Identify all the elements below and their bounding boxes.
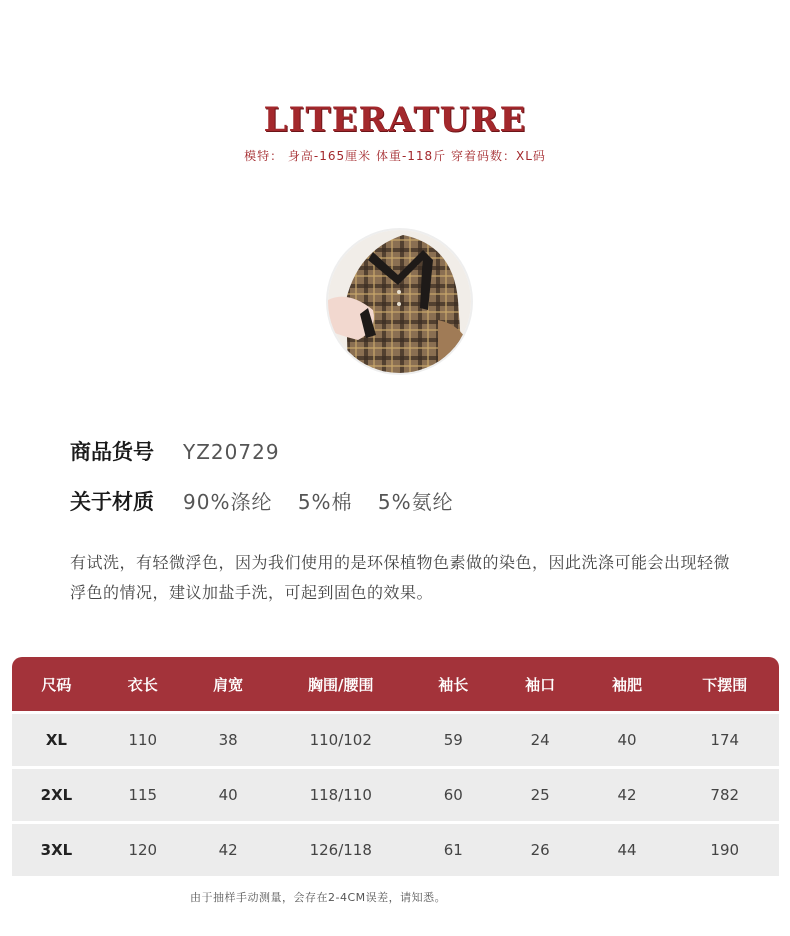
table-cell: 26 bbox=[530, 841, 550, 859]
table-cell: 59 bbox=[443, 731, 463, 749]
material-item: 90%涤纶 bbox=[183, 490, 273, 514]
wash-description: 有试洗，有轻微浮色，因为我们使用的是环保植物色素做的染色，因此洗涤可能会出现轻微浮色的情况，建议加盐手洗，可起到固色的效果。 bbox=[70, 553, 731, 602]
table-header-row bbox=[12, 657, 779, 711]
sku-label: 商品货号 bbox=[70, 440, 154, 464]
table-cell: 24 bbox=[530, 731, 550, 749]
model-info: 模特： 身高-165厘米 体重-118斤 穿着码数：XL码 bbox=[244, 149, 546, 163]
table-cell: 3XL bbox=[40, 841, 73, 859]
sku-row bbox=[70, 436, 280, 466]
table-cell: 60 bbox=[443, 786, 463, 804]
material-row bbox=[70, 486, 472, 516]
material-label: 关于材质 bbox=[70, 490, 154, 514]
table-cell: 40 bbox=[617, 731, 637, 749]
table-cell: 126/118 bbox=[309, 841, 372, 859]
sku-value: YZ20729 bbox=[183, 440, 280, 464]
header-cell: 衣长 bbox=[127, 675, 158, 694]
table-cell: 782 bbox=[710, 786, 740, 804]
header-cell: 下摆围 bbox=[702, 675, 748, 694]
header-cell: 胸围/腰围 bbox=[307, 675, 374, 694]
material-item: 5%棉 bbox=[297, 490, 353, 514]
header-cell: 袖口 bbox=[525, 675, 556, 694]
table-row bbox=[12, 714, 779, 766]
table-cell: 42 bbox=[218, 841, 238, 859]
table-cell: 38 bbox=[218, 731, 238, 749]
table-cell: 42 bbox=[617, 786, 637, 804]
table-cell: 120 bbox=[128, 841, 158, 859]
table-cell: 174 bbox=[710, 731, 740, 749]
material-item: 5%氨纶 bbox=[377, 490, 454, 514]
table-cell: 61 bbox=[443, 841, 463, 859]
table-row bbox=[12, 769, 779, 821]
table-cell: 118/110 bbox=[309, 786, 372, 804]
table-cell: 40 bbox=[218, 786, 238, 804]
table-cell: XL bbox=[45, 731, 67, 749]
table-cell: 110 bbox=[128, 731, 158, 749]
header-cell: 肩宽 bbox=[213, 675, 244, 694]
table-cell: 190 bbox=[710, 841, 740, 859]
brand-title: LITERATURE bbox=[263, 100, 527, 140]
table-cell: 44 bbox=[617, 841, 637, 859]
product-photo bbox=[328, 230, 471, 373]
header-cell: 袖肥 bbox=[612, 675, 643, 694]
table-cell: 25 bbox=[530, 786, 550, 804]
table-cell: 2XL bbox=[40, 786, 73, 804]
table-row bbox=[12, 824, 779, 876]
table-cell: 115 bbox=[128, 786, 158, 804]
table-cell: 110/102 bbox=[309, 731, 372, 749]
material-values bbox=[183, 486, 472, 515]
header-cell: 袖长 bbox=[438, 675, 469, 694]
size-table bbox=[12, 657, 779, 876]
header-cell: 尺码 bbox=[41, 675, 72, 694]
measurement-note: 由于抽样手动测量，会存在2-4CM误差，请知悉。 bbox=[190, 891, 447, 904]
